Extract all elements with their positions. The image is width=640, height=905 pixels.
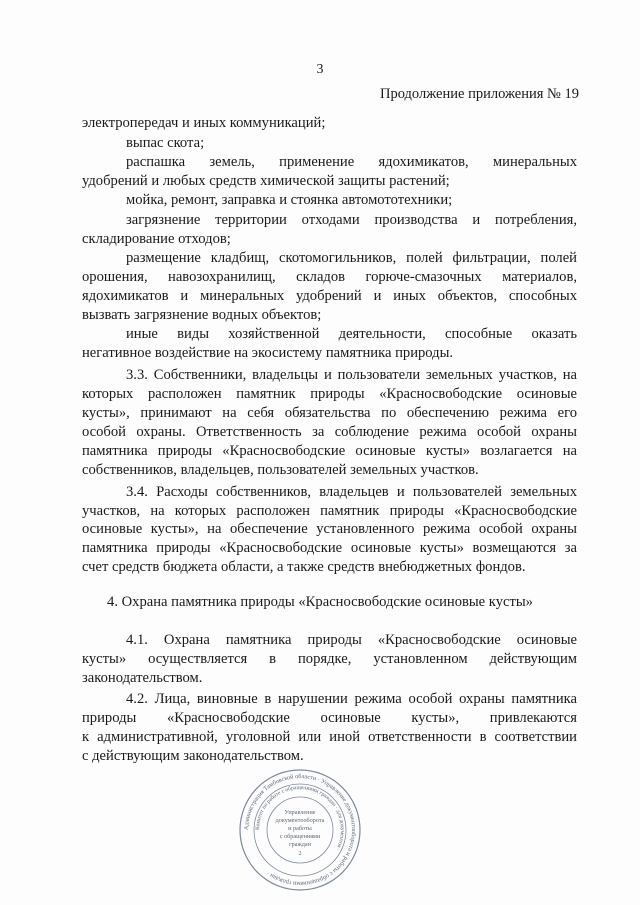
stamp-center-line: граждан (289, 841, 311, 848)
stamp-center-line: и работы (288, 825, 312, 832)
text-line: размещение кладбищ, скотомогильников, полей фильтрации, полей (126, 250, 577, 266)
text-line: особой охраны. Ответственность за соблюдение режима особой охраны (82, 424, 577, 440)
stamp-seal-icon (238, 768, 362, 892)
text-line: электропередач и иных коммуникаций; (82, 115, 326, 131)
text-line: природы «Красносвободские осиновые кусты», привлекаются (82, 710, 577, 726)
text-line: орошения, навозохранилищ, складов горюче-смазочных материалов, (82, 269, 577, 285)
text-line: к административной, уголовной или иной ответственности в соответствии (82, 729, 577, 745)
text-line: собственников, владельцев, пользователей земельных участков. (82, 462, 479, 478)
stamp-center-line: Управление (284, 809, 316, 816)
appendix-title: Продолжение приложения № 19 (380, 86, 579, 102)
text-line: 3.4. Расходы собственников, владельцев и пользователей земельных (126, 484, 577, 500)
text-line: мойка, ремонт, заправка и стоянка автомототехники; (126, 192, 453, 208)
text-line: осиновые кусты», на обеспечение установленного режима особой охраны (82, 521, 577, 537)
text-line: 4.2. Лица, виновные в нарушении режима особой охраны памятника (126, 691, 577, 707)
stamp-outer-ring-text: Администрация Тамбовской области · Управление документооборота и работы с обращениями граждан · (242, 772, 358, 888)
text-line: 3.3. Собственники, владельцы и пользователи земельных участков, на (126, 367, 577, 383)
stamp-inner-ring-text: Комитет по работе с обращениями граждан · для документов · (254, 784, 346, 852)
text-line: которых расположен памятник природы «Красносвободские осиновые (82, 386, 577, 402)
official-stamp (238, 768, 362, 892)
text-line: 4.1. Охрана памятника природы «Красносвободские осиновые (126, 632, 577, 648)
text-line: кусты», принимают на себя обязательства по обеспечению режима его (82, 405, 577, 421)
page-number: 3 (316, 62, 324, 77)
text-line: памятника природы «Красносвободские осиновые кусты» возлагается на (82, 443, 577, 459)
text-line: складирование отходов; (82, 231, 231, 247)
text-line: ядохимикатов и минеральных удобрений и иных объектов, способных (82, 288, 577, 304)
text-line: кусты» осуществляется в порядке, установленном действующим (82, 651, 577, 667)
text-line: удобрений и любых средств химической защиты растений; (82, 173, 450, 189)
text-line: выпас скота; (126, 135, 205, 151)
section-heading: 4. Охрана памятника природы «Красносвободские осиновые кусты» (107, 594, 533, 610)
text-line: загрязнение территории отходами производства и потребления, (126, 212, 577, 228)
text-line: негативное воздействие на экосистему памятника природы. (82, 345, 454, 361)
stamp-center-line: документооборота (275, 817, 325, 824)
text-line: участков, на которых расположен памятник природы «Красносвободские (82, 503, 577, 519)
text-line: законодательством. (82, 670, 203, 686)
text-line: с действующим законодательством. (82, 748, 304, 764)
text-line: счет средств бюджета области, а также средств внебюджетных фондов. (82, 559, 526, 575)
text-line: иные виды хозяйственной деятельности, способные оказать (126, 326, 577, 342)
stamp-center-number: 2 (298, 851, 302, 857)
stamp-center-line: с обращениями (279, 833, 321, 840)
text-line: распашка земель, применение ядохимикатов, минеральных (126, 154, 577, 170)
text-line: вызвать загрязнение водных объектов; (82, 307, 322, 323)
text-line: памятника природы «Красносвободские осиновые кусты» возмещаются за (82, 540, 577, 556)
